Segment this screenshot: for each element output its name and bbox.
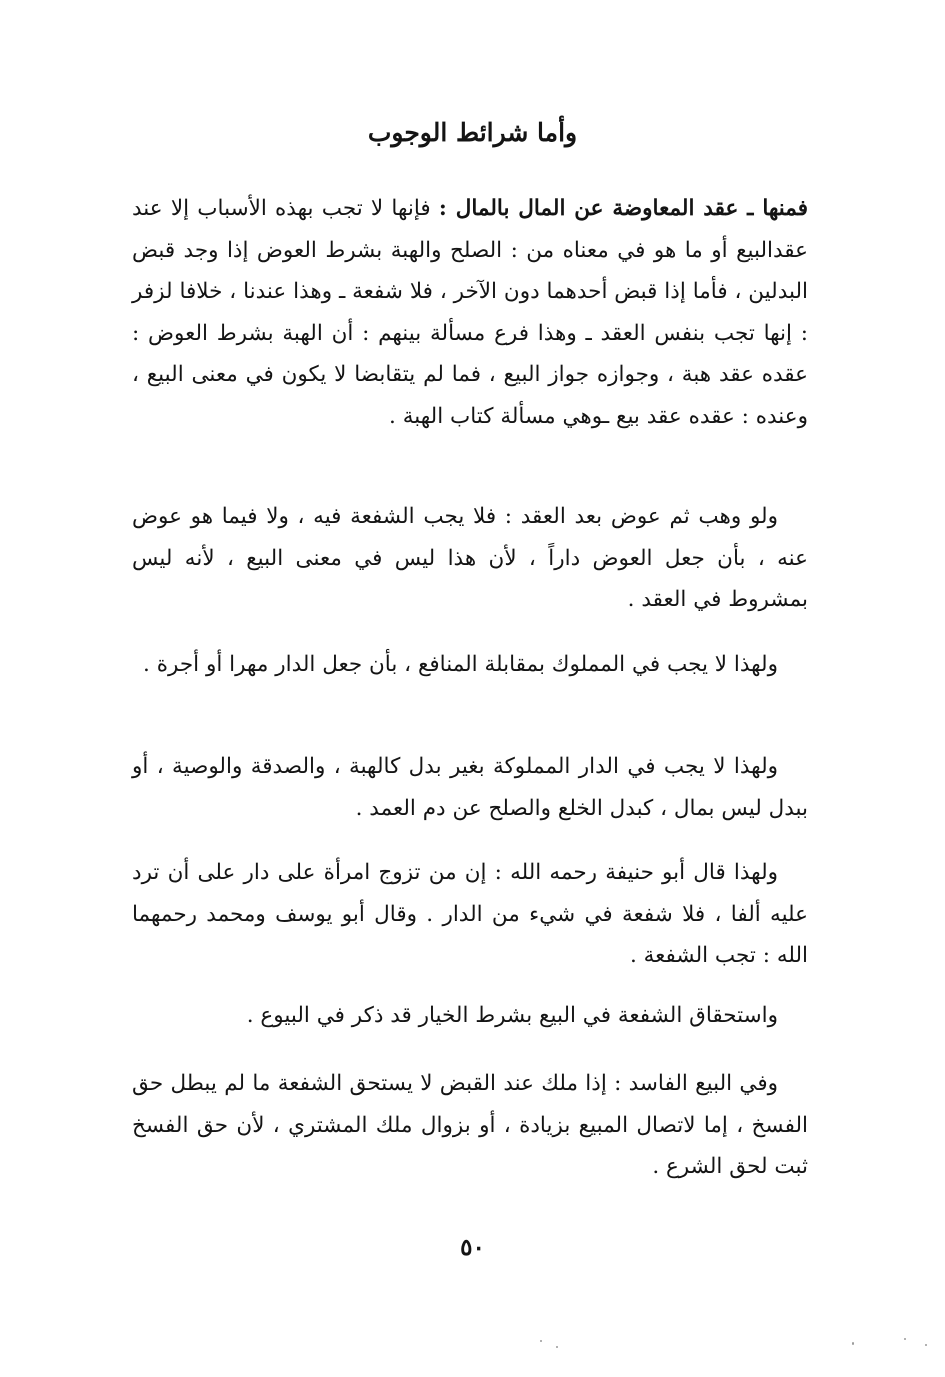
- scan-speck: [925, 1344, 927, 1346]
- page-number: ٥٠: [460, 1234, 485, 1261]
- scan-speck: [852, 1342, 854, 1345]
- paragraph-4: [132, 746, 808, 829]
- section-heading: وأما شرائط الوجوب: [367, 118, 578, 147]
- paragraph-7: [132, 1063, 808, 1188]
- paragraph-2-text: ولو وهب ثم عوض بعد العقد : فلا يجب الشفعة فيه ، ولا فيما هو عوض عنه ، بأن جعل العوض داراً ، لأن هذا ليس في معنى البيع ، لأنه ليس بمشروط في العقد .: [132, 504, 808, 612]
- paragraph-3: [132, 644, 808, 686]
- paragraph-1: [132, 188, 808, 437]
- paragraph-6-text: واستحقاق الشفعة في البيع بشرط الخيار قد ذكر في البيوع .: [246, 1003, 778, 1028]
- paragraph-4-text: ولهذا لا يجب في الدار المملوكة بغير بدل كالهبة ، والصدقة والوصية ، أو ببدل ليس بمال ، كبدل الخلع والصلح عن دم العمد .: [132, 754, 808, 821]
- scan-speck: [904, 1338, 906, 1340]
- paragraph-5: [132, 852, 808, 977]
- paragraph-3-text: ولهذا لا يجب في المملوك بمقابلة المنافع ، بأن جعل الدار مهرا أو أجرة .: [143, 652, 778, 677]
- scan-speck: [556, 1346, 558, 1348]
- paragraph-7-text: وفي البيع الفاسد : إذا ملك عند القبض لا يستحق الشفعة ما لم يبطل حق الفسخ ، إما لاتصال المبيع بزيادة ، أو بزوال ملك المشتري ، لأن حق الفسخ ثبت لحق الشرع .: [132, 1071, 808, 1179]
- paragraph-6: [132, 995, 808, 1037]
- scan-speck: [540, 1340, 542, 1342]
- paragraph-2: [132, 496, 808, 621]
- paragraph-1-text: فإنها لا تجب بهذه الأسباب إلا عند عقدالبيع أو ما هو في معناه من : الصلح والهبة بشرط العوض إذا وجد قبض البدلين ، فأما إذا قبض أحدهما دون الآخر ، فلا شفعة ـ وهذا عندنا ، خلافا لزفر : إنها تجب بنفس العقد ـ وهذا فرع مسألة بينهم : أن الهبة بشرط العوض : عقده عقد هبة ، وجوازه جواز البيع ، فما لم يتقابضا لا يكون في معنى البيع ، وعنده : عقده عقد بيع ـوهي مسألة كتاب الهبة .: [132, 196, 808, 429]
- paragraph-5-text: ولهذا قال أبو حنيفة رحمه الله : إن من تزوج امرأة على دار على أن ترد عليه ألفا ، فلا شفعة في شيء من الدار . وقال أبو يوسف ومحمد رحمهما الله : تجب الشفعة .: [132, 860, 808, 968]
- paragraph-1-lead: فمنها ـ عقد المعاوضة عن المال بالمال :: [438, 196, 808, 221]
